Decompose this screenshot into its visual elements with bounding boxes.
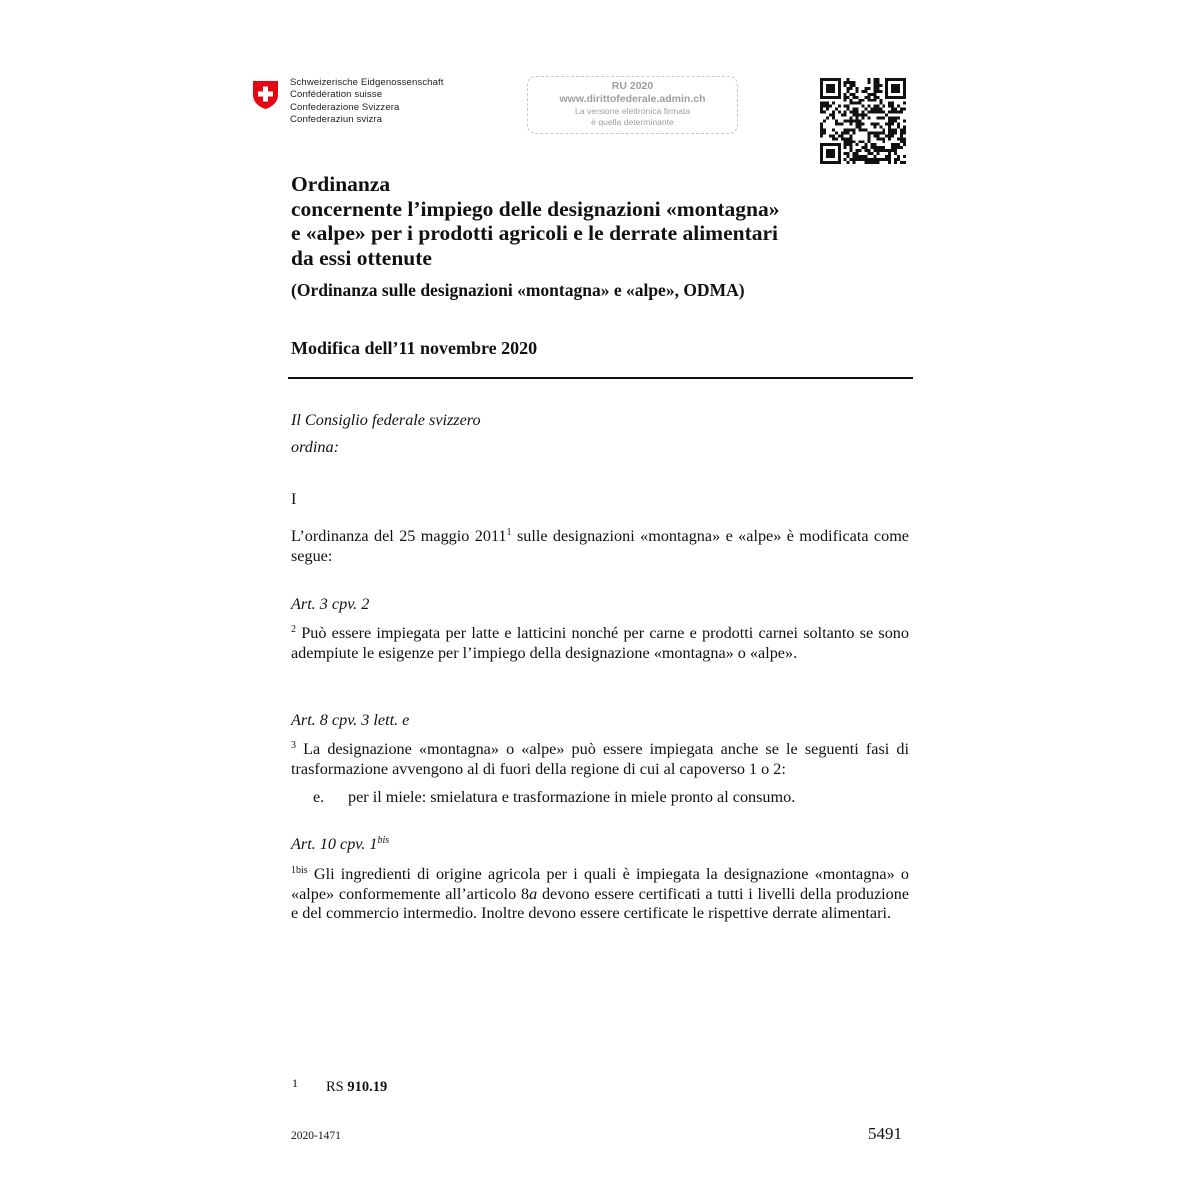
confederation-line-fr: Confédération suisse: [290, 89, 383, 101]
art3-text: Può essere impiegata per latte e latticini nonché per carne e prodotti carnei soltanto se sono adempiute le esigenze per l’impiego della designazione «montagna» o «alpe».: [291, 624, 909, 662]
title-line-3: e «alpe» per i prodotti agricoli e le derrate alimentari: [291, 221, 779, 245]
ordinance-title: [291, 172, 931, 270]
footnote-number: 1: [292, 1076, 298, 1090]
art8-enum-letter: e.: [313, 788, 325, 806]
art10-heading-text: Art. 10 cpv. 1: [291, 835, 378, 853]
stamp-note-2: è quella determinante: [591, 117, 674, 127]
footnote-text: [326, 1079, 387, 1096]
art8-text: La designazione «montagna» o «alpe» può essere impiegata anche se le seguenti fasi di trasformazione avvengono al di fuori della regione di cui al capoverso 1 o 2:: [291, 740, 909, 778]
title-divider: [288, 377, 913, 379]
art3-heading: Art. 3 cpv. 2: [291, 595, 370, 613]
publication-stamp: [527, 76, 738, 134]
art10-article-letter: a: [529, 884, 538, 903]
confederation-line-de: Schweizerische Eidgenossenschaft: [290, 77, 444, 88]
art8-para-number: 3: [291, 740, 296, 751]
title-line-1: Ordinanza: [291, 172, 391, 196]
confederation-names: [290, 77, 444, 127]
footnote-prefix: RS: [326, 1079, 348, 1095]
section-number: I: [291, 490, 297, 508]
page-number: 5491: [868, 1124, 902, 1143]
art8-paragraph: [291, 740, 909, 779]
art10-text-end: devono essere certificati a tutti i livelli della produzione e del commercio intermedio. Inoltre devono essere certificate le rispettive derrate alimentari.: [291, 884, 909, 923]
intro-paragraph: [291, 527, 909, 566]
confederation-line-it: Confederazione Svizzera: [290, 101, 400, 113]
preamble-line-1: Il Consiglio federale svizzero: [291, 411, 481, 429]
stamp-url[interactable]: www.dirittofederale.admin.ch: [559, 93, 706, 105]
modification-date: Modifica dell’11 novembre 2020: [291, 338, 538, 358]
art10-paragraph: [291, 865, 909, 924]
stamp-collection: RU 2020: [611, 80, 654, 92]
swiss-crest-icon: [252, 80, 279, 110]
qr-code-icon: [819, 78, 907, 164]
stamp-note-1: La versione elettronica firmata: [574, 106, 691, 116]
intro-text-start: L’ordinanza del 25 maggio 2011: [291, 527, 507, 545]
footnote-ref[interactable]: 1: [506, 527, 512, 538]
art10-heading: [291, 835, 909, 855]
art3-para-number: 2: [291, 624, 296, 635]
intro-text-end: sulle designazioni «montagna» e «alpe» è modificata come segue:: [291, 527, 909, 565]
art10-text-start: Gli ingredienti di origine agricola per i quali è impiegata la designazione «montagna» o «alpe» conformemente all’articolo 8: [291, 865, 909, 903]
art8-enum-text: per il miele: smielatura e trasformazione in miele pronto al consumo.: [348, 788, 796, 806]
art3-paragraph: [291, 624, 909, 663]
title-line-2: concernente l’impiego delle designazioni «montagna»: [291, 196, 780, 221]
art8-heading: Art. 8 cpv. 3 lett. e: [291, 711, 410, 729]
footnote-ref-number[interactable]: 910.19: [347, 1079, 388, 1095]
confederation-line-rm: Confederaziun svizra: [290, 114, 383, 126]
title-line-4: da essi ottenute: [291, 245, 432, 270]
short-title: (Ordinanza sulle designazioni «montagna» e «alpe», ODMA): [291, 280, 745, 300]
art10-para-number: 1bis: [291, 865, 308, 876]
art10-heading-sup: bis: [377, 835, 390, 846]
preamble-line-2: ordina:: [291, 438, 339, 456]
preamble: [291, 407, 909, 461]
document-number: 2020-1471: [291, 1130, 341, 1142]
